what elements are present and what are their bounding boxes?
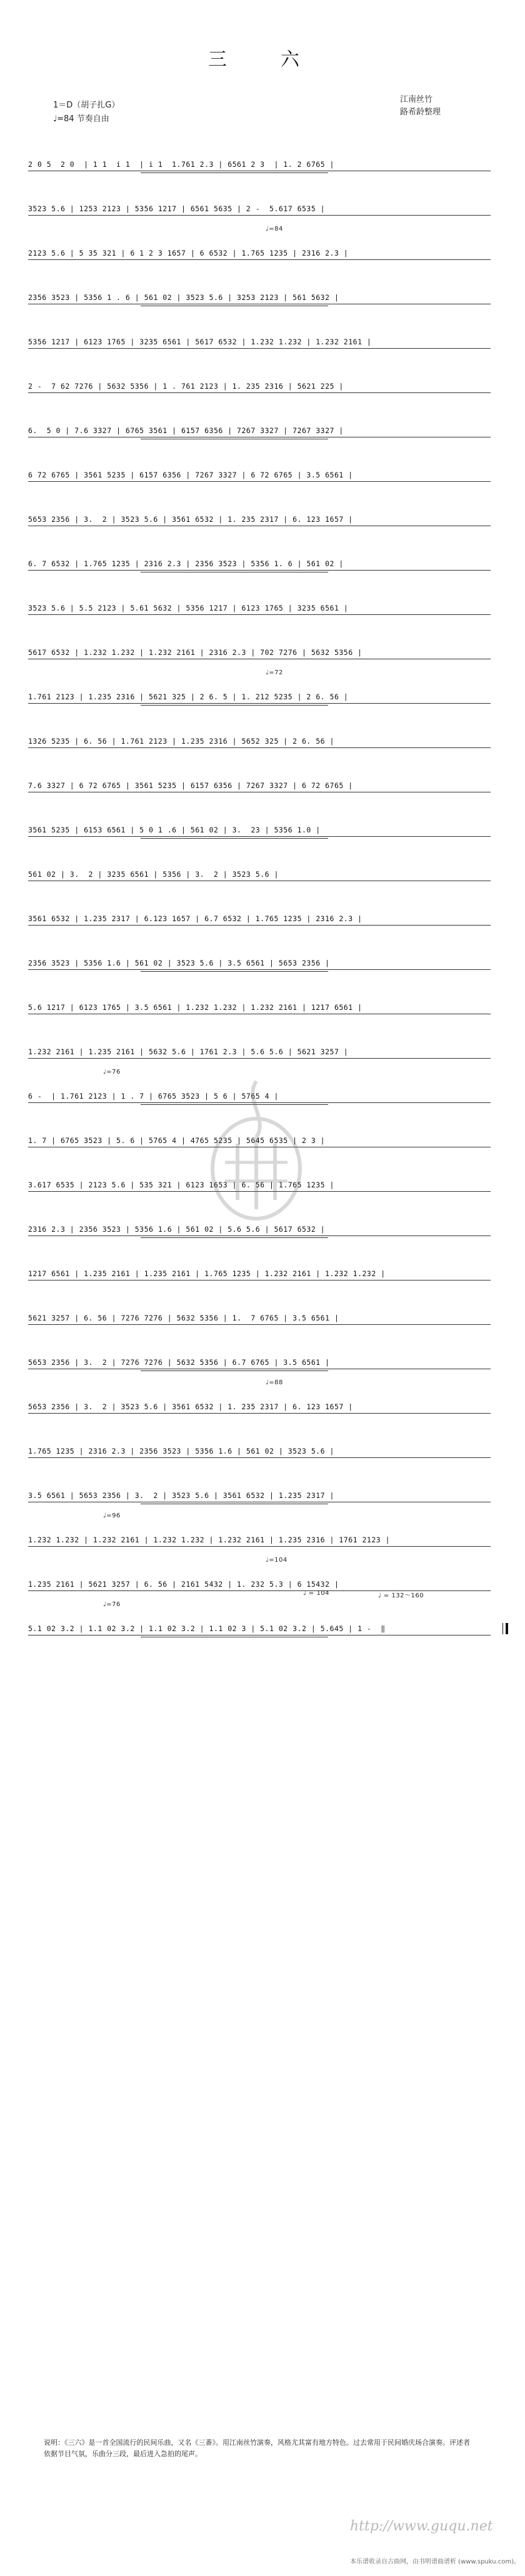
credits <box>400 94 441 119</box>
score-line-notes: 2 - 7 62 7276 | 5632 5356 | 1 . 761 2123 | 1. 235 2316 | 5621 225 | <box>28 382 344 391</box>
beam-line <box>28 1413 491 1414</box>
beam-line <box>28 1324 491 1325</box>
score-line <box>28 711 509 756</box>
double-beam-line <box>141 971 328 972</box>
score-line-notes: 3561 6532 | 1.235 2317 | 6.123 1657 | 6.7 6532 | 1.765 1235 | 2316 2.3 | <box>28 914 362 923</box>
score-line <box>28 1554 509 1599</box>
score-line-notes: 5653 2356 | 3. 2 | 3523 5.6 | 3561 6532 | 1. 235 2317 | 6. 123 1657 | <box>28 1402 353 1411</box>
score-line <box>28 489 509 534</box>
score-line <box>28 622 509 667</box>
score-line <box>28 800 509 844</box>
score-line-notes: 6. 7 6532 | 1.765 1235 | 2316 2.3 | 2356 3523 | 5356 1. 6 | 561 02 | <box>28 559 344 568</box>
beam-line <box>28 259 491 260</box>
score-line <box>28 1332 509 1377</box>
score-line <box>28 401 509 445</box>
score-line-notes: 3523 5.6 | 5.5 2123 | 5.61 5632 | 5356 1217 | 6123 1765 | 3235 6561 | <box>28 604 349 612</box>
beam-line <box>28 969 491 970</box>
score-line <box>28 223 509 267</box>
beam-line <box>28 570 491 571</box>
score-line <box>28 889 509 933</box>
score-line <box>28 1421 509 1465</box>
score-line-notes: 5653 2356 | 3. 2 | 7276 7276 | 5632 5356 | 6.7 6765 | 3.5 6561 | <box>28 1358 330 1367</box>
score-line-notes: 1.235 2161 | 5621 3257 | 6. 56 | 2161 5432 | 1. 232 5.3 | 6 15432 | <box>28 1580 339 1589</box>
score-line <box>28 134 509 179</box>
explanation-note <box>44 2437 475 2460</box>
score-line-notes: 3.617 6535 | 2123 5.6 | 535 321 | 6123 1653 | 6. 56 | 1.765 1235 | <box>28 1181 334 1189</box>
tempo-change-marking: ♩=84 <box>266 226 283 232</box>
beam-line <box>28 614 491 615</box>
double-beam-line <box>141 705 328 706</box>
guqu-watermark-logo <box>200 1075 312 1225</box>
score-line <box>28 1510 509 1554</box>
score-line-notes: 5621 3257 | 6. 56 | 7276 7276 | 5632 5356 | 1. 7 6765 | 3.5 6561 | <box>28 1314 339 1322</box>
explanation-body: 《三六》是一首全国流行的民间乐曲，又名《三番》。用江南丝竹演奏，风格尤其富有地方特色。过去常用于民间婚庆场合演奏。评述者依据节目气氛，乐曲分三段，最后进入急拍的尾声。 <box>44 2439 470 2458</box>
score-line <box>28 1377 509 1421</box>
score-line <box>28 445 509 489</box>
score-line-notes: 3561 5235 | 6153 6561 | 5 0 1 .6 | 561 02 | 3. 23 | 5356 1.0 | <box>28 826 321 834</box>
score-line-notes: 1.232 1.232 | 1.232 2161 | 1.232 1.232 | 1.232 2161 | 1.235 2316 | 1761 2123 | <box>28 1535 391 1544</box>
beam-line <box>28 1546 491 1547</box>
tempo-change-marking: ♩=96 <box>103 1512 121 1519</box>
beam-line <box>28 747 491 748</box>
score-line-notes: 1.232 2161 | 1.235 2161 | 5632 5.6 | 1761 2.3 | 5.6 5.6 | 5621 3257 | <box>28 1047 349 1056</box>
score-line <box>28 1244 509 1288</box>
tempo-range-marking: ♩ = 132～160 <box>378 1592 424 1599</box>
key-signature: 1＝D（胡子扎G） <box>53 101 120 110</box>
explanation-label: 说明： <box>44 2439 64 2447</box>
score-line-notes: 3523 5.6 | 1253 2123 | 5356 1217 | 6561 5635 | 2 - 5.617 6535 | <box>28 204 326 213</box>
website-watermark: http://www.guqu.net <box>350 2519 493 2534</box>
score-line <box>28 179 509 223</box>
score-line <box>28 1465 509 1510</box>
tempo-change-marking: ♩=104 <box>266 1557 288 1564</box>
footer-credit: 本乐谱收录自古曲网，由书明谱曲谱析 (www.spuku.com)。 <box>350 2559 521 2565</box>
tempo-mid-marking: ♩ = 104 <box>303 1590 330 1597</box>
score-line <box>28 756 509 800</box>
score-line <box>28 1288 509 1332</box>
score-line <box>28 312 509 356</box>
score-line <box>28 933 509 977</box>
score-line-notes: 1. 7 | 6765 3523 | 5. 6 | 5765 4 | 4765 5235 | 5645 6535 | 2 3 | <box>28 1136 326 1145</box>
score-line-notes: 6. 5 0 | 7.6 3327 | 6765 3561 | 6157 6356 | 7267 3327 | 7267 3327 | <box>28 426 344 435</box>
beam-line <box>28 392 491 393</box>
score-line <box>28 667 509 711</box>
score-line-notes: 561 02 | 3. 2 | 3235 6561 | 5356 | 3. 2 | 3523 5.6 | <box>28 870 279 879</box>
score-line-notes: 1326 5235 | 6. 56 | 1.761 2123 | 1.235 2316 | 5652 325 | 2 6. 56 | <box>28 737 334 746</box>
double-beam-line <box>141 1237 328 1238</box>
score-line-notes: 2356 3523 | 5356 1.6 | 561 02 | 3523 5.6 | 3.5 6561 | 5653 2356 | <box>28 959 330 967</box>
score-line-notes: 6 - | 1.761 2123 | 1 . 7 | 6765 3523 | 5 6 | 5765 4 | <box>28 1092 279 1101</box>
double-beam-line <box>141 172 328 173</box>
score-line-notes: 5653 2356 | 3. 2 | 3523 5.6 | 3561 6532 | 1. 235 2317 | 6. 123 1657 | <box>28 515 353 524</box>
beam-line <box>28 1280 491 1281</box>
score-line <box>28 578 509 622</box>
final-barline-thick <box>506 1623 508 1634</box>
beam-line <box>28 1457 491 1458</box>
score-line-notes: 2 0 5 2 0 | 1 1 i 1 | i 1 1.761 2.3 | 6561 2 3 | 1. 2 6765 | <box>28 160 334 169</box>
beam-line <box>28 925 491 926</box>
beam-line <box>28 215 491 216</box>
key-info <box>53 99 119 126</box>
score-line <box>28 1590 509 1643</box>
double-beam-line <box>141 1370 328 1371</box>
score-line-notes: 5356 1217 | 6123 1765 | 3235 6561 | 5617 6532 | 1.232 1.232 | 1.232 2161 | <box>28 337 372 346</box>
double-beam-line <box>141 838 328 839</box>
score-line <box>28 1022 509 1066</box>
score-line-notes: 5.6 1217 | 6123 1765 | 3.5 6561 | 1.232 1.232 | 1.232 2161 | 1217 6561 | <box>28 1003 362 1012</box>
score-line-notes: 1217 6561 | 1.235 2161 | 1.235 2161 | 1.765 1235 | 1.232 2161 | 1.232 1.232 | <box>28 1269 386 1278</box>
score-line <box>28 267 509 312</box>
score-line-notes: 7.6 3327 | 6 72 6765 | 3561 5235 | 6157 6356 | 7267 3327 | 6 72 6765 | <box>28 781 353 790</box>
score-line <box>28 844 509 889</box>
tempo-change-marking: ♩=88 <box>266 1379 283 1386</box>
beam-line <box>28 1058 491 1059</box>
score-line-notes: 6 72 6765 | 3561 5235 | 6157 6356 | 7267 3327 | 6 72 6765 | 3.5 6561 | <box>28 471 353 479</box>
beam-line <box>28 348 491 349</box>
score-line-notes: 2356 3523 | 5356 1 . 6 | 561 02 | 3523 5.6 | 3253 2123 | 561 5632 | <box>28 293 339 302</box>
score-line-notes: 1.765 1235 | 2316 2.3 | 2356 3523 | 5356 1.6 | 561 02 | 3523 5.6 | <box>28 1447 334 1455</box>
credit-arranger: 路希龄整理 <box>400 107 441 117</box>
score-line-notes: 5617 6532 | 1.232 1.232 | 1.232 2161 | 2316 2.3 | 702 7276 | 5632 5356 | <box>28 648 362 657</box>
score-body <box>28 134 509 1643</box>
score-line-notes: 3.5 6561 | 5653 2356 | 3. 2 | 3523 5.6 | 3561 6532 | 1.235 2317 | <box>28 1491 334 1500</box>
score-line <box>28 356 509 401</box>
tempo-change-marking: ♩=76 <box>103 1601 121 1608</box>
tempo-change-marking: ♩=72 <box>266 669 283 676</box>
score-line-notes: 2123 5.6 | 5 35 321 | 6 1 2 3 1657 | 6 6532 | 1.765 1235 | 2316 2.3 | <box>28 249 349 257</box>
final-barline-thin <box>502 1623 503 1634</box>
beam-line <box>28 836 491 837</box>
score-line-notes: 5.1 02 3.2 | 1.1 02 3.2 | 1.1 02 3.2 | 1.1 02 3 | 5.1 02 3.2 | 5.645 | 1 - ‖ <box>28 1624 386 1633</box>
score-line-notes: 2316 2.3 | 2356 3523 | 5356 1.6 | 561 02 | 5.6 5.6 | 5617 6532 | <box>28 1225 326 1234</box>
beam-line <box>28 481 491 482</box>
score-line-notes: 1.761 2123 | 1.235 2316 | 5621 325 | 2 6. 5 | 1. 212 5235 | 2 6. 56 | <box>28 692 349 701</box>
score-line <box>28 977 509 1022</box>
tempo-marking: ♩=84 节奏自由 <box>53 114 109 124</box>
score-title: 三 六 <box>208 49 317 71</box>
beam-line <box>28 703 491 704</box>
tempo-change-marking: ♩=76 <box>103 1069 121 1076</box>
score-line <box>28 534 509 578</box>
credit-genre: 江南丝竹 <box>400 95 433 104</box>
